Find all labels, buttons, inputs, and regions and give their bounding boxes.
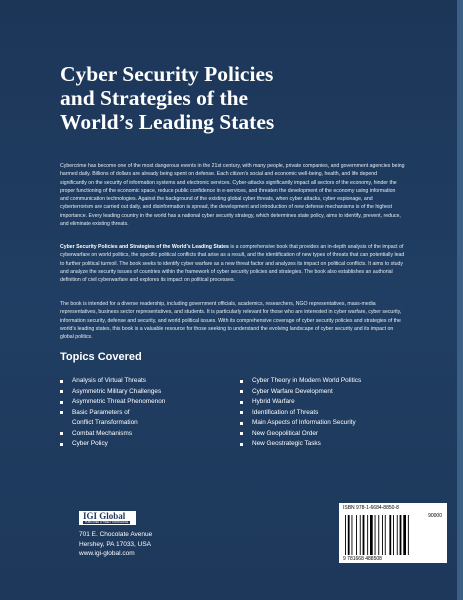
bullet-icon — [60, 443, 63, 446]
topic-label: New Geopolitical Order — [252, 429, 319, 437]
bullet-icon — [240, 380, 243, 383]
topic-label: Basic Parameters of — [72, 408, 130, 416]
address-line: Hershey, PA 17033, USA — [79, 540, 152, 548]
title-line: World’s Leading States — [60, 110, 275, 134]
bullet-icon — [240, 443, 243, 446]
bullet-icon — [240, 432, 243, 435]
spine-edge — [457, 0, 463, 600]
description-paragraph-2 — [60, 243, 405, 284]
price-code: 90000 — [428, 513, 442, 519]
description-paragraph-1: Cybercrime has become one of the most dangerous events in the 21st century, with many people, private companies, and government agencies being harmed daily. Billions of dollars are already being spent on defense. Each citizen’s social and economic well-being, health, and life depend significantly on the security of information systems and electronic services. Cyber-attacks significantly impact all sectors of the economy, hinder the proper functioning of the economic space, reduce public confidence in e-services, and threaten the development of the economy using information and communication technologies. Against the background of the existing global cyber threats, when cyber attacks, cyber espionage, and cyberterrorism are carried out daily, and disinformation is spread, the development and introduction of new defense mechanisms is of the highest importance. Every leading country in the world has a national cyber security strategy, which determines state policy, aims to identify, prevent, reduce, and eliminate existing threats. — [60, 163, 405, 228]
topic-item — [60, 397, 220, 408]
topic-item — [240, 408, 410, 419]
topic-label: Analysis of Virtual Threats — [72, 377, 147, 384]
title-line: and Strategies of the — [60, 86, 249, 110]
bullet-icon — [60, 432, 63, 435]
topic-item — [60, 408, 220, 429]
topic-label: Asymmetric Military Challenges — [72, 387, 162, 395]
bullet-icon — [240, 401, 243, 404]
topic-label: Asymmetric Threat Phenomenon — [72, 398, 166, 405]
topic-item — [60, 376, 220, 387]
website-link[interactable]: www.igi-global.com — [79, 550, 135, 557]
topic-item — [240, 418, 410, 429]
isbn-barcode — [339, 503, 447, 563]
topic-item — [60, 439, 220, 450]
topic-item — [240, 376, 410, 387]
isbn-text: ISBN 978-1-6684-8850-8 — [343, 505, 399, 511]
title-line: Cyber Security Policies — [60, 62, 274, 86]
book-title — [60, 62, 410, 134]
publisher-address — [79, 530, 152, 559]
barcode-digits: 9 781668 488508 — [343, 556, 382, 562]
bullet-icon — [60, 401, 63, 404]
topic-item — [240, 387, 410, 398]
topic-label: Combat Mechanisms — [72, 429, 133, 437]
topic-item — [240, 429, 410, 440]
barcode-icon — [345, 515, 415, 555]
description-paragraph-3: The book is intended for a diverse readership, including government officials, academics, researchers, NGO representatives, mass-media representatives, business sector representatives, and students. It is particularly relevant for those who are interested in cyber warfare, cyber security, information security, defense and security, and world political issues. With its comprehensive coverage of cyber security policies and strategies of the world’s leading states, this book is a valuable resource for those seeking to understand the evolving landscape of cyber security and its impact on global politics. — [60, 301, 402, 341]
topics-list-right — [240, 376, 410, 450]
bullet-icon — [240, 411, 243, 414]
bullet-icon — [240, 390, 243, 393]
book-title-inline: Cyber Security Policies and Strategies of the World’s Leading States — [60, 244, 229, 250]
bullet-icon — [240, 422, 243, 425]
bullet-icon — [60, 390, 63, 393]
topic-label: Hybrid Warfare — [252, 398, 295, 405]
topic-item — [240, 397, 410, 408]
topics-list-left — [60, 376, 220, 450]
bullet-icon — [60, 411, 63, 414]
topic-label: Cyber Warfare Development — [252, 387, 333, 395]
logo-wordmark: IGI Global — [83, 511, 126, 521]
topic-label: Identification of Threats — [252, 408, 319, 416]
topic-label: Cyber Policy — [72, 440, 108, 447]
topic-item — [240, 439, 410, 450]
bullet-icon — [60, 380, 63, 383]
topics-heading: Topics Covered — [60, 351, 142, 363]
address-line: 701 E. Chocolate Avenue — [79, 531, 153, 538]
publisher-logo — [79, 511, 136, 525]
topic-label: Main Aspects of Information Security — [252, 419, 356, 426]
topic-label: Cyber Theory in Modern World Politics — [252, 377, 362, 384]
topic-label: New Geostrategic Tasks — [252, 440, 321, 447]
topic-item — [60, 429, 220, 440]
topic-item — [60, 387, 220, 398]
topic-label-continued: Conflict Transformation — [72, 419, 138, 426]
paragraph-2-text: is a comprehensive book that provides an in-depth analysis of the impact of cyberwarfare on world politics, the specific political conflicts that arise as a result, and the identification of new types of threats that can potentially lead to further political turmoil. The book seeks to identify cyber warfare as a new threat factor and analyzes its impact on political conflicts. It aims to study and analyze the security issues of countries within the framework of cyber security policies and strategies. The book also establishes an authorial definition of civil cyberwarfare and explores its impact on political processes. — [60, 244, 405, 284]
logo-tagline: PUBLISHER of TIMELY KNOWLEDGE — [85, 520, 129, 524]
